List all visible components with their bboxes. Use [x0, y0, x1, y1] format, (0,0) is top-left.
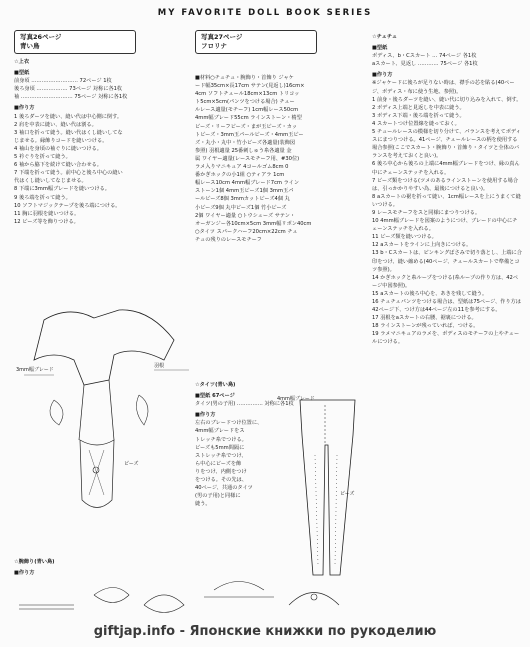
materials-line: ○タイツ スパークハーフ20cm×22cm チュ [195, 228, 298, 235]
watermark-footer: giftjap.info - Японские книжки по рукоделию [93, 624, 437, 639]
step-line: 1 前身・後ろダーツを縫い、縫い代に切り込みを入れて、倒す。 [372, 96, 522, 103]
materials-line: 番かぎホックの小1組 ○ティアラ 1cm [195, 172, 285, 179]
materials-line: ビーズ・リーフビーズ・まが玉ビーズ・カッ [195, 123, 298, 130]
figure-label: ビーズ [340, 491, 355, 497]
materials-line: チュの残りのレースモチーフ [195, 236, 262, 243]
step-line: 12 aスカートをラインに上向きにつける。 [372, 242, 472, 249]
howto-heading: ■作り方 [195, 412, 216, 419]
step-line: 5 チュールレースの模様を切り分けて、パランスを考えてボディスにまつりつける。41ページ、チュールレースの柄を使用する場合参照(ここでスカート・腕飾り・首飾り・タイツと全体のバランスを考えておくと良い)。 [372, 129, 521, 160]
step-line: 16 チュチュパンツをつける場合は、型紙は75ページ、作り方は42ページ下、つけ方は44ページ左の11を参考にする。 [372, 299, 521, 314]
step-line: 8 下端に3mm幅ブレードを縫いつける。 [14, 186, 110, 193]
section-heading-top: ☆上衣 [14, 59, 30, 65]
materials-line: ■材料○チュチュ・腕飾り・首飾り ジャケ [195, 75, 294, 81]
column-left [14, 30, 179, 226]
step-line: 15 aスカートの後ろ中心を、あきを残して縫う。 [372, 290, 488, 297]
step-line: 8 aスカートの裾を折って縫い、1cm幅レースを上にうまくて縫いつける。 [372, 193, 521, 208]
howto-heading: ■作り方 [14, 570, 35, 577]
pattern-heading: ■型紙 [372, 45, 388, 52]
page-header-title: MY FAVORITE DOLL BOOK SERIES [157, 8, 373, 18]
materials-line: ト5cm×5cm(パンツをつける場合) チュー [195, 99, 295, 106]
step-line: 4mm幅ブレードをス [195, 428, 245, 435]
howto-heading: ■作り方 [372, 72, 393, 79]
section-heading-tights: ☆タイツ(青い鳥) [195, 382, 236, 388]
pattern-heading: ■型紙 [14, 70, 30, 77]
materials-line: ストーン1個 4mm玉ビーズ1個 3mm玉パ [195, 188, 294, 195]
step-line: (男の子用)と同様に [195, 493, 241, 500]
arm-ornament-section [14, 555, 184, 577]
column-middle [195, 30, 360, 244]
materials-line: ラメ入りマニキュア 4コールゴム8cm 0 [195, 164, 289, 171]
step-line: 4 スカートつけ位置線を縫っておく。 [372, 120, 460, 127]
step-line: 6 袖から脇下を続けて縫い合わせる。 [14, 162, 102, 169]
materials-line: 幅レース10cm 4mm幅ブレード7cm ライン [195, 180, 300, 187]
step-line: 9 後ろ端を折って縫う。 [14, 194, 71, 201]
note-text: ※ジャケードに後ろが足りない時は、襟手の芯を貼る(40ページ、ボディス・布に使う生地、参照)。 [372, 80, 515, 95]
step-line: 19 ラメマニキュアのラメを、ボディスのモチーフの上やチュールにつける。 [372, 331, 520, 346]
step-line: をつける。その先は、 [195, 477, 247, 484]
step-line: 2 肩を中表に縫い、縫い代は割る。 [14, 121, 97, 128]
step-line: 12 ビーズ等を飾りつける。 [14, 218, 79, 225]
pattern-line: 後ろ身頃 ……………… 73ページ 対称に各1枚 [14, 86, 123, 93]
pattern-line: ボディス、b・Cスカート … 74ページ 各1枚 [372, 53, 477, 60]
step-line: 14 かぎホックと糸ループをつける(糸ループの作り方は、42ページ中図参照)。 [372, 274, 519, 289]
step-line: 9 レースモチーフをスと同様にまつりつける。 [372, 209, 481, 216]
step-line: ストレッチ糸でつけ、 [195, 452, 247, 459]
materials-line: トビーズ・3mm玉パールビーズ・4mm玉ビー [195, 131, 304, 138]
step-line: トレッチ糸でつける。 [195, 436, 247, 443]
materials-line: 参照) 羽根適量 25番刺しゅう糸各適量 金 [195, 147, 292, 154]
materials-line: ルレース適量(モチーフ) 1cm幅レース50cm [195, 107, 299, 114]
column-right [372, 30, 522, 347]
step-line: 17 羽根をaスカートの右腰、裾裏につける。 [372, 315, 477, 322]
materials-line: 小ビーズ9個 丸中ビーズ1個 竹小ビーズ [195, 204, 287, 211]
ornament-diagram [14, 575, 354, 623]
step-line: 2 ボディス上端と見返しを中表に縫う。 [372, 104, 465, 111]
figure-label: ビーズ [124, 461, 139, 467]
pattern-line: aスカート、見返し ………… 75ページ 各1枚 [372, 61, 478, 68]
materials-line: 4cm ソフトチュール18cm×13cm トリコッ [195, 91, 300, 98]
step-line: じませる。縁飾りコードを縫いつける。 [14, 137, 108, 144]
step-line: 13 b・Cスカートは、ピンキングばさみで切り落とし、上端に合印をつけ、縫い縮める(40ページ、チュールスカートで準備とコツ参照)。 [372, 250, 522, 273]
step-line: 代はくし縫いしてなじませる。 [14, 178, 87, 185]
step-line: 7 下端を折って縫う。前中心と後ろ中心の縫い [14, 170, 123, 177]
materials-line: オーガンジー各10cm×5cm 3mm幅リボン40cm [195, 220, 312, 227]
section-heading-arm: ☆腕飾り(青い鳥) [14, 559, 55, 565]
step-line: 18 ラインストーンが残っていれば、つける。 [372, 323, 479, 330]
step-line: 4 袖山を身頃の袖ぐりに縫いつける。 [14, 145, 102, 152]
step-line: 11 ビーズ類を縫いつける。 [372, 234, 437, 241]
materials-line: ールビーズ8個 3mmカットビーズ4個 丸 [195, 196, 290, 203]
step-line: 左右のブレードつけ位置に、 [195, 420, 263, 427]
step-line: 3 ボディス下端・後ろ端を折って縫う。 [372, 112, 465, 119]
materials-line: ード幅35cm×長17cm サテン(見返し)16cm× [195, 83, 305, 90]
step-line: 3 袖口を折って縫う。縫い代はくし縫いしてな [14, 129, 123, 136]
step-line: 7 ビーズ類をつける(ツメのあるラインストーンを使用する場合は、引っかかりやすい為、最後につけると良い)。 [372, 177, 519, 192]
step-line: 5 衿ぐりを折って縫う。 [14, 154, 71, 161]
step-line: りをつけ、内側をつけ [195, 468, 247, 475]
step-line: 1 後ろダーツを縫い、縫い代は中心側に倒す。 [14, 113, 123, 120]
figure-label: 4mm幅ブレード [277, 396, 315, 402]
step-line: 10 4mm幅ブレードを図案のようにつけ、ブレードの中心にチェーンステッチを入れる。 [372, 218, 518, 233]
photo-page-ref: 写真27ページ [201, 33, 243, 41]
step-line: 11 胸に羽根を縫いつける。 [14, 210, 80, 217]
pattern-line: タイツ(男の子用) …………… 対称に各1枚 [195, 401, 294, 408]
tights-diagram [277, 395, 370, 580]
photo-subject: 青い鳥 [20, 42, 40, 50]
photo-reference-box [195, 30, 317, 54]
photo-page-ref: 写真26ページ [20, 33, 62, 41]
step-line: ビーズも5mm間隔に [195, 444, 245, 451]
step-line: 10 ソフトマジックテープを後ろ端につける。 [14, 202, 121, 209]
step-line: 6 後ろ中心から後ろの上端に4mm幅ブレードをつけ、縁の真ん中にチェーンステッチを入れる。 [372, 161, 520, 176]
figure-label: 羽根 [154, 363, 165, 369]
figure-label: 3mm幅ブレード [16, 367, 54, 373]
pattern-heading: ■型紙 67ページ [195, 393, 235, 400]
step-line: ら中心にビーズを飾 [195, 460, 242, 467]
photo-reference-box [14, 30, 136, 54]
pattern-line: 前身頃 ……………………… 72ページ 1枚 [14, 78, 112, 85]
jacket-diagram [14, 300, 194, 550]
howto-heading: ■作り方 [14, 105, 35, 112]
materials-line: 属 ワイヤー適量(レースモチーフ用、#30位) [195, 155, 300, 162]
materials-line: ズ・丸小・丸中・竹小ビーズ各適量(装飾図 [195, 139, 296, 146]
step-line: 40ページ、共通のタイツ [195, 485, 253, 492]
materials-line: 2個 ワイヤー適量 ○トウシューズ サテン・ [195, 212, 296, 219]
pattern-line: 袖 ………………………… 75ページ 対称に各1枚 [14, 94, 128, 101]
photo-subject: フロリナ [201, 42, 227, 50]
step-line: 縫う。 [195, 501, 211, 508]
materials-line: 4mm幅ブレード55cm ラインストーン・楕型 [195, 115, 302, 122]
section-heading-tutu: ☆チュチュ [372, 34, 398, 40]
